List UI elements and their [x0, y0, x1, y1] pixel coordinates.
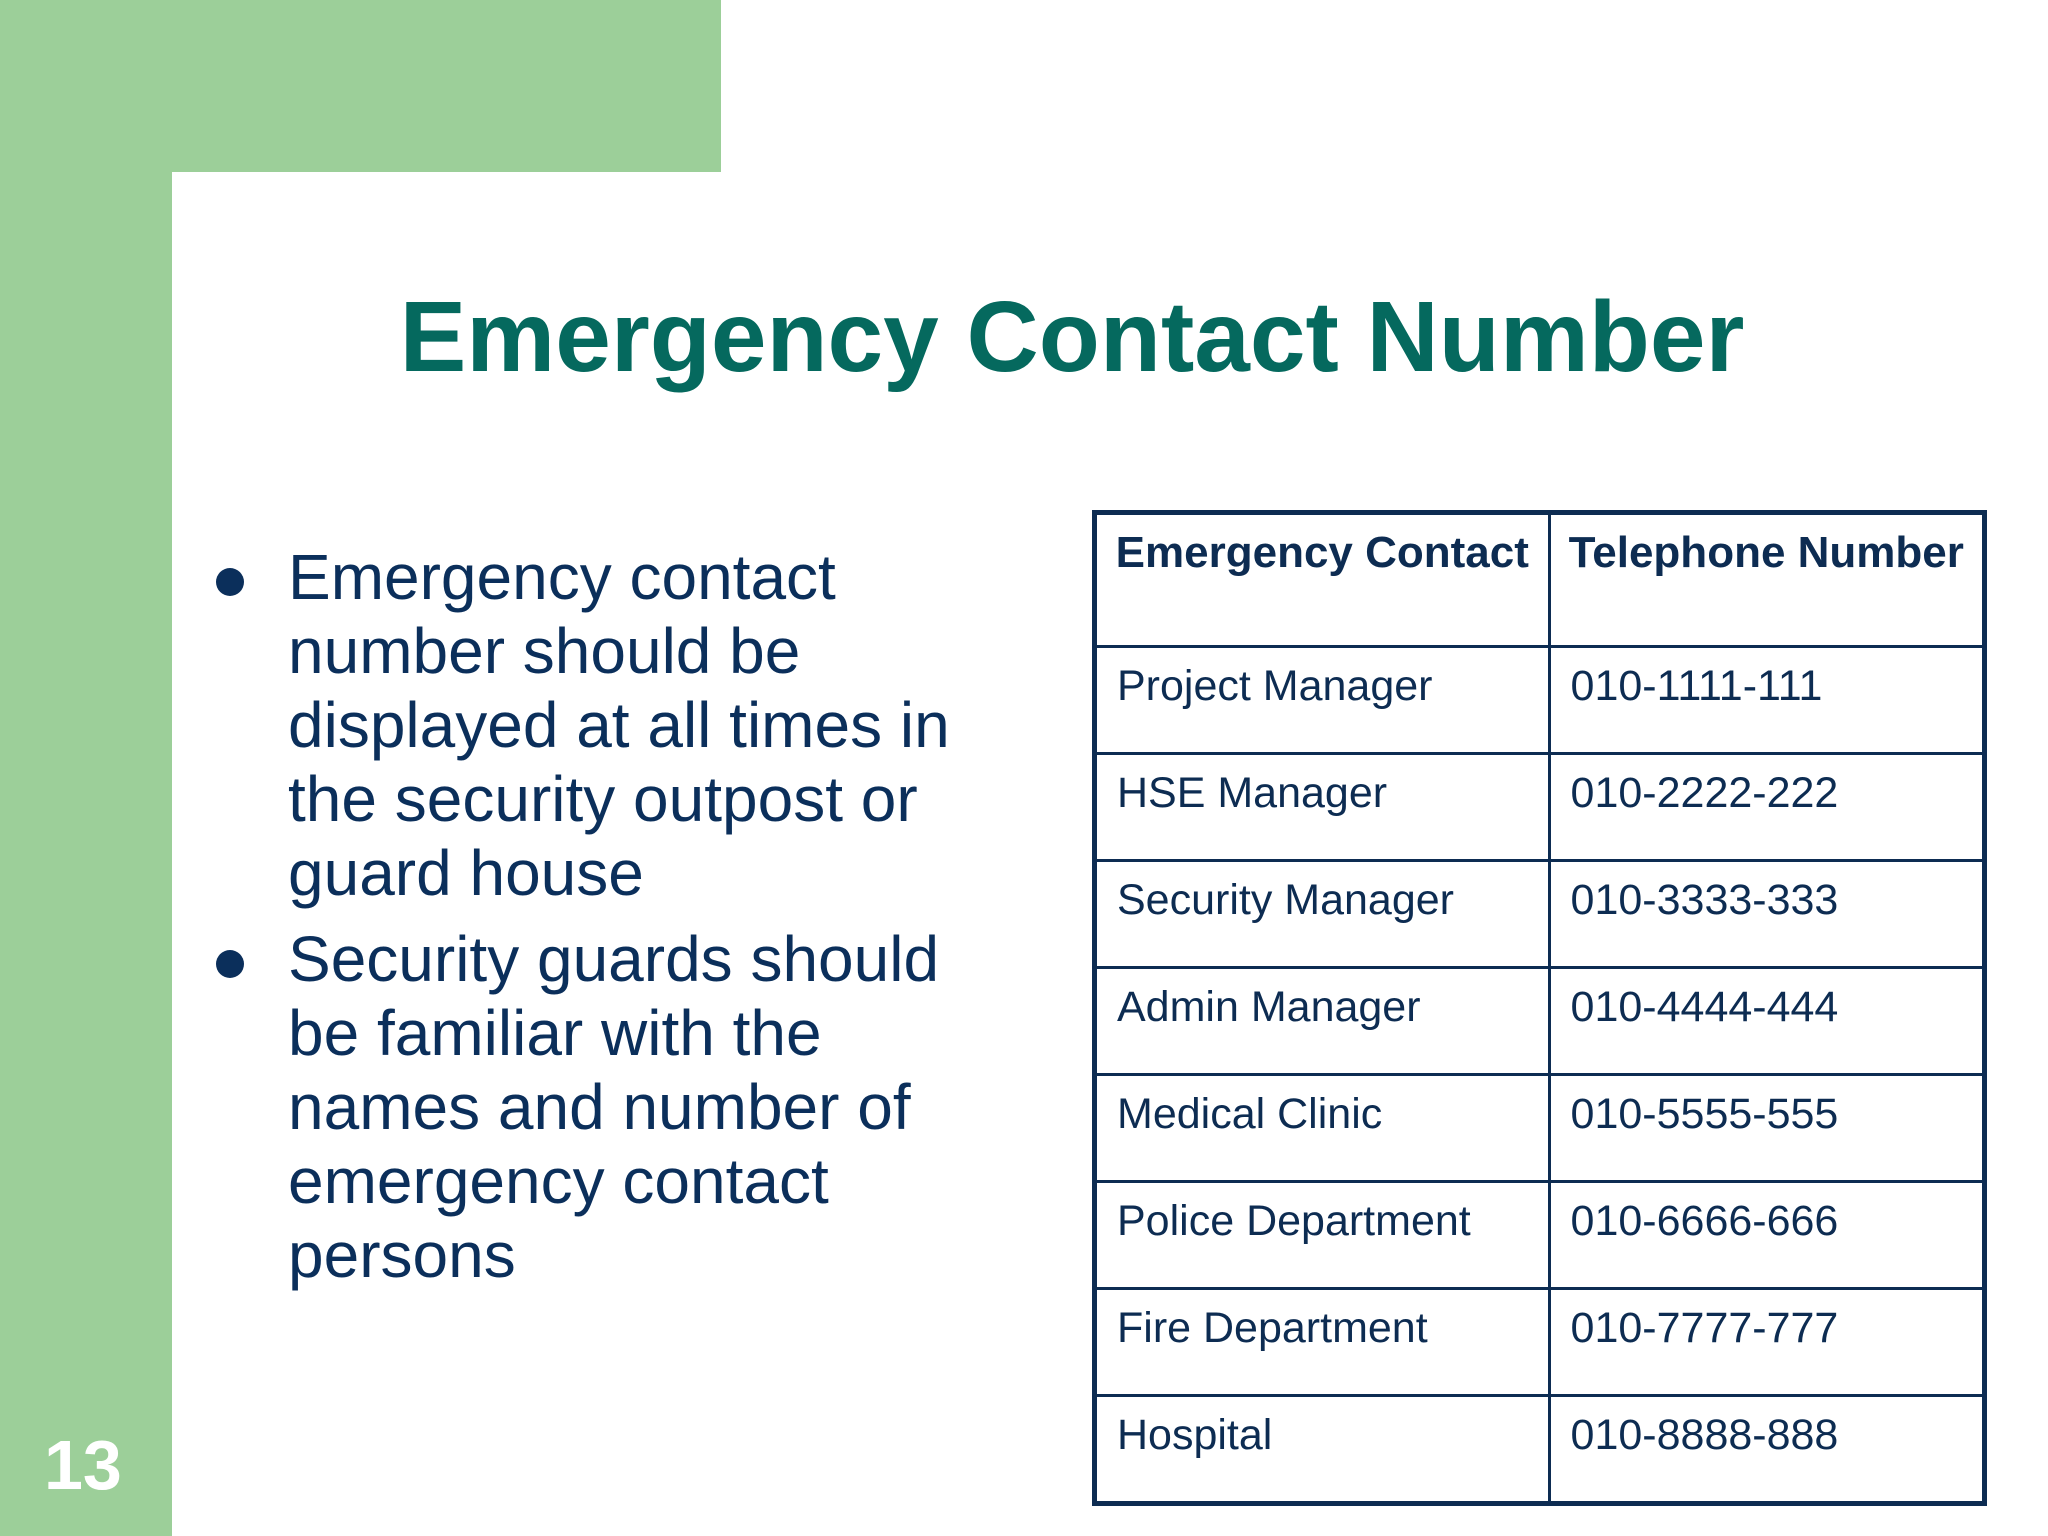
contact-phone: 010-6666-666 — [1549, 1182, 1984, 1289]
contact-phone: 010-1111-111 — [1549, 647, 1984, 754]
table-row — [1095, 861, 1985, 968]
bullet-list — [200, 540, 1020, 1304]
bullet-dot-icon — [216, 568, 244, 596]
contact-phone: 010-7777-777 — [1549, 1289, 1984, 1396]
contact-phone: 010-4444-444 — [1549, 968, 1984, 1075]
contact-name: Police Department — [1095, 1182, 1550, 1289]
bullet-dot-icon — [216, 950, 244, 978]
table-row — [1095, 1182, 1985, 1289]
contact-name: Fire Department — [1095, 1289, 1550, 1396]
contact-phone: 010-5555-555 — [1549, 1075, 1984, 1182]
contact-name: Admin Manager — [1095, 968, 1550, 1075]
contact-name: Hospital — [1095, 1396, 1550, 1504]
slide-title: Emergency Contact Number — [399, 281, 1745, 393]
table-header-row — [1095, 513, 1985, 647]
table-row — [1095, 1396, 1985, 1504]
contact-phone: 010-3333-333 — [1549, 861, 1984, 968]
contact-phone: 010-8888-888 — [1549, 1396, 1984, 1504]
header-telephone-number: Telephone Number — [1549, 513, 1984, 647]
bullet-text: Security guards should be familiar with the names and number of emergency contact persons — [288, 923, 940, 1291]
table-row — [1095, 1075, 1985, 1182]
table-row — [1095, 647, 1985, 754]
contact-name: HSE Manager — [1095, 754, 1550, 861]
contact-name: Project Manager — [1095, 647, 1550, 754]
table-row — [1095, 1289, 1985, 1396]
bullet-item — [200, 540, 1020, 910]
bullet-text: Emergency contact number should be displayed at all times in the security outpost or guard house — [288, 541, 950, 909]
green-side-band — [0, 0, 172, 1536]
table-row — [1095, 754, 1985, 861]
emergency-contacts-table — [1092, 510, 1987, 1506]
table-row — [1095, 968, 1985, 1075]
bullet-item — [200, 922, 1020, 1292]
contact-name: Security Manager — [1095, 861, 1550, 968]
contact-name: Medical Clinic — [1095, 1075, 1550, 1182]
contact-phone: 010-2222-222 — [1549, 754, 1984, 861]
slide-number: 13 — [44, 1426, 122, 1504]
header-emergency-contact: Emergency Contact — [1095, 513, 1550, 647]
